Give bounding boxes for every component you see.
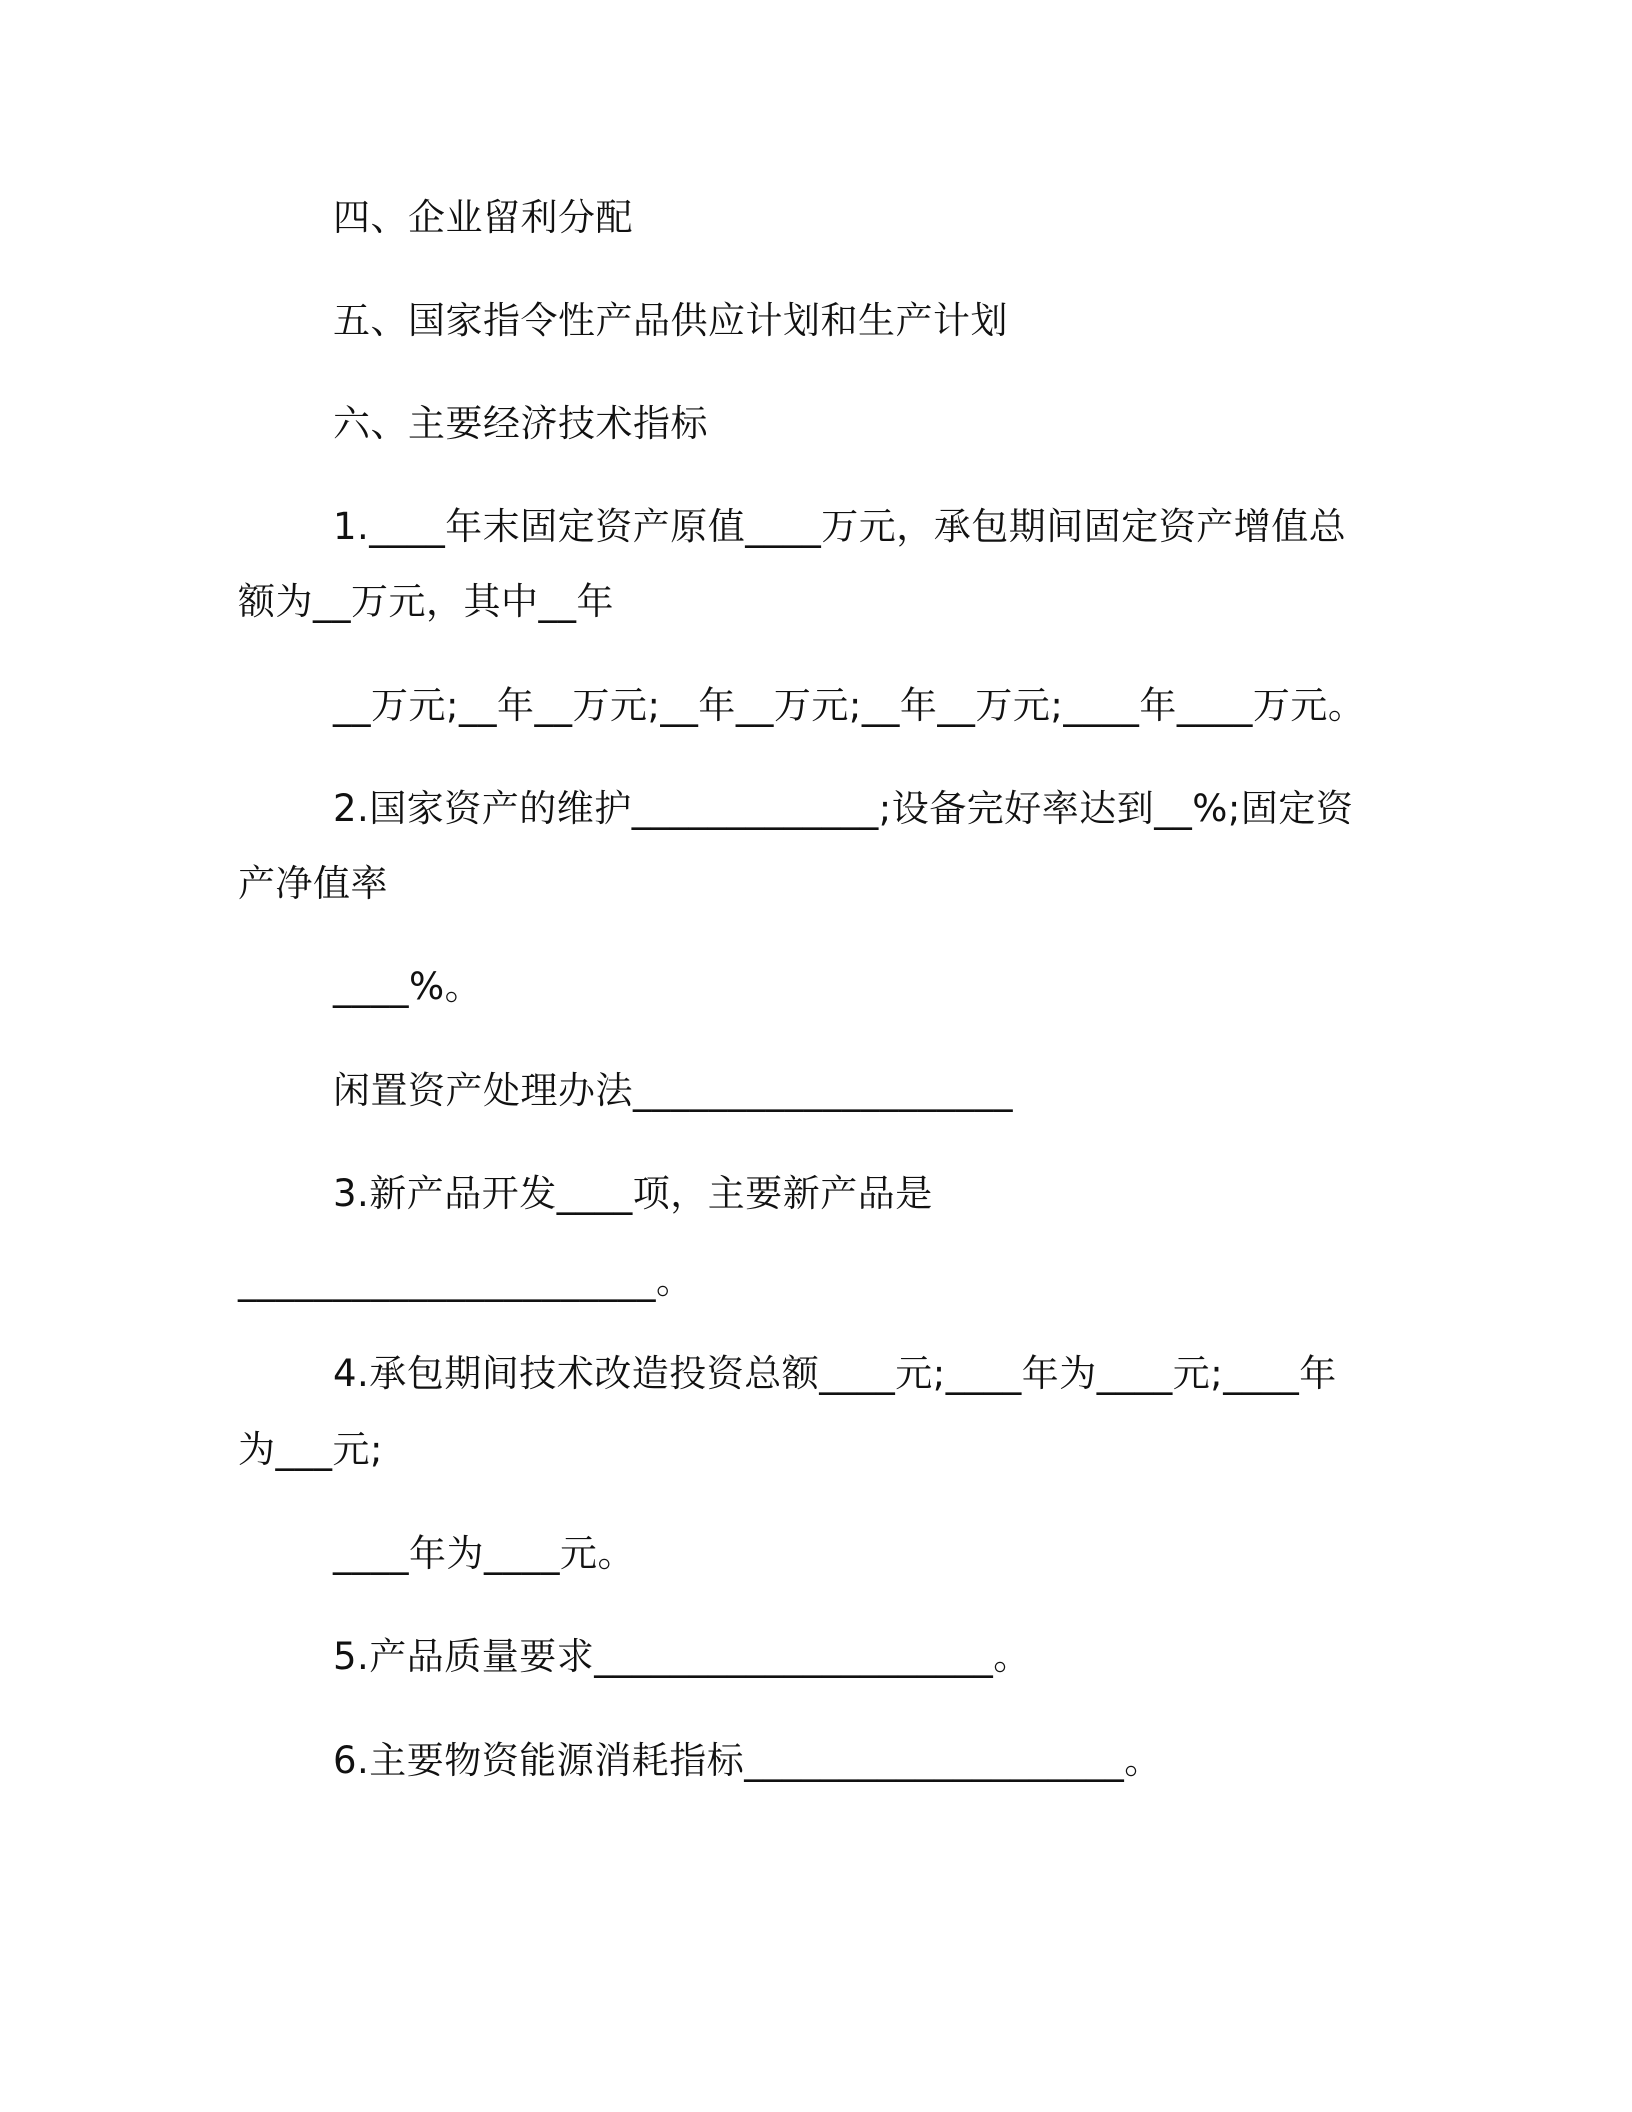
- item-1-line-2: 额为__万元，其中__年: [238, 580, 614, 623]
- section-heading-6: 六、主要经济技术指标: [333, 402, 708, 445]
- item-2-line-3: ____%。: [333, 965, 483, 1008]
- item-5-line: 5.产品质量要求_____________________。: [333, 1635, 1031, 1678]
- item-2-line-2: 产净值率: [238, 862, 388, 905]
- item-4-line-3: ____年为____元。: [333, 1532, 635, 1575]
- section-heading-5: 五、国家指令性产品供应计划和生产计划: [333, 299, 1008, 342]
- item-4-line-2: 为___元;: [238, 1428, 383, 1471]
- section-heading-4: 四、企业留利分配: [333, 196, 633, 239]
- item-2-line-1: 2.国家资产的维护_____________;设备完好率达到__%;固定资: [333, 787, 1354, 830]
- item-3-line-2: ______________________。: [238, 1259, 694, 1302]
- item-1-line-3: __万元;__年__万元;__年__万元;__年__万元;____年____万元。: [333, 684, 1366, 727]
- item-3-line-1: 3.新产品开发____项，主要新产品是: [333, 1172, 933, 1215]
- item-6-line: 6.主要物资能源消耗指标____________________。: [333, 1739, 1162, 1782]
- idle-assets-line: 闲置资产处理办法____________________: [333, 1069, 1013, 1112]
- item-4-line-1: 4.承包期间技术改造投资总额____元;____年为____元;____年: [333, 1352, 1337, 1395]
- item-1-line-1: 1.____年末固定资产原值____万元，承包期间固定资产增值总: [333, 505, 1347, 548]
